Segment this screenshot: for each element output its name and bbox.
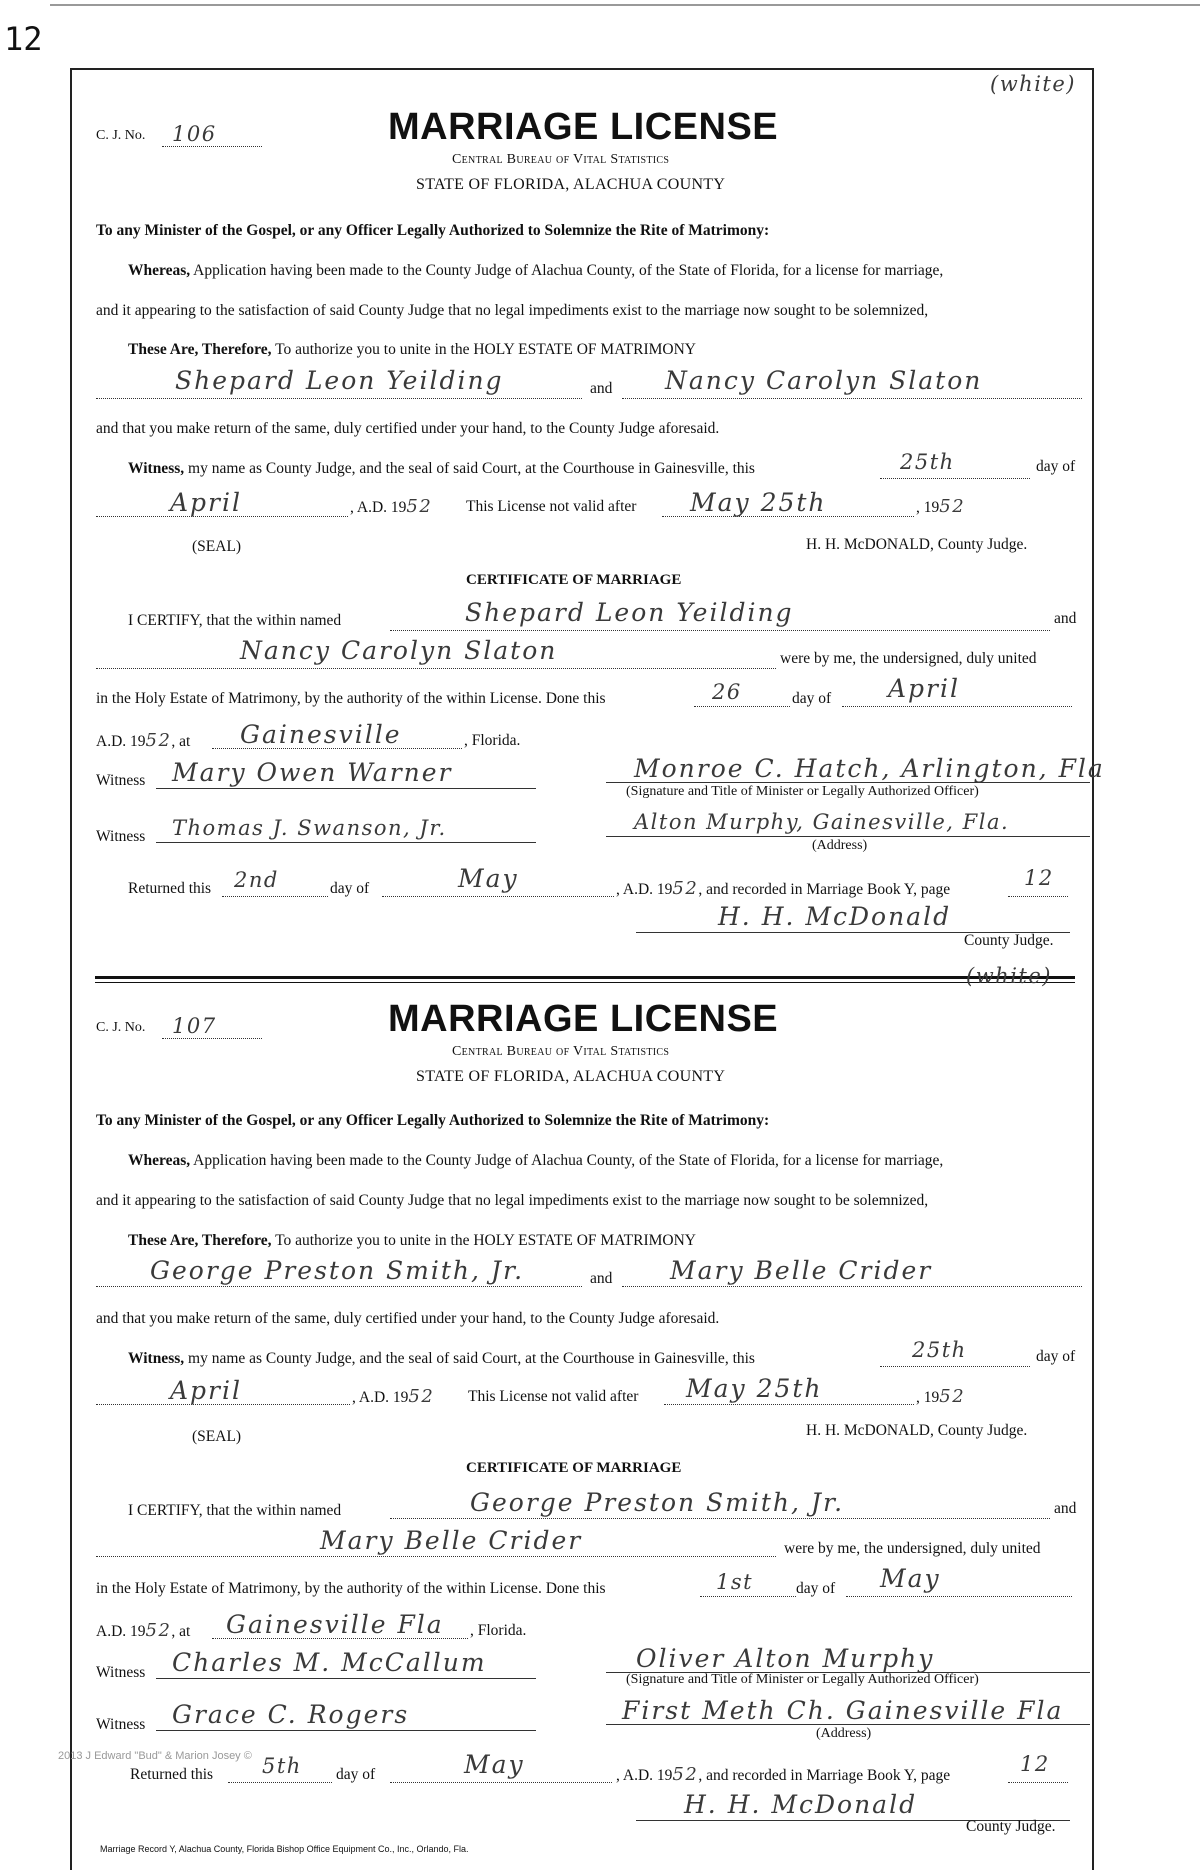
expiry-date: May 25th bbox=[686, 1374, 823, 1403]
cj-line bbox=[162, 146, 262, 147]
witness-text: my name as County Judge, and the seal of said Court, at the Courthouse in Gainesville, this bbox=[188, 1350, 755, 1367]
done-month: May bbox=[880, 1564, 941, 1593]
holy-text: in the Holy Estate of Matrimony, by the authority of the within License. Done this bbox=[96, 690, 606, 707]
issue-day: 25th bbox=[912, 1338, 967, 1362]
returned-ad-prefix: , A.D. 19 bbox=[616, 881, 673, 898]
issue-ad bbox=[350, 498, 432, 517]
these-line bbox=[128, 341, 696, 359]
done-day-of: day of bbox=[792, 690, 832, 707]
seal-label: (SEAL) bbox=[192, 538, 242, 555]
witness1-label: Witness bbox=[96, 772, 146, 789]
expiry-year-prefix: , 19 bbox=[916, 1389, 940, 1406]
judge-signature: H. H. McDonald bbox=[718, 902, 952, 931]
judge-line: H. H. McDONALD, County Judge. bbox=[806, 536, 1028, 553]
cert-groom-line bbox=[390, 1518, 1050, 1519]
cert-bride: Nancy Carolyn Slaton bbox=[240, 636, 558, 665]
return-line: and that you make return of the same, duly certified under your hand, to the County Judge aforesaid. bbox=[96, 1310, 720, 1327]
united-text: were by me, the undersigned, duly united bbox=[784, 1540, 1041, 1557]
license-title: MARRIAGE LICENSE bbox=[388, 106, 779, 148]
address-line: To any Minister of the Gospel, or any Officer Legally Authorized to Solemnize the Rite of Matrimony: bbox=[96, 222, 770, 239]
groom-line bbox=[96, 1286, 582, 1287]
issue-month: April bbox=[170, 488, 242, 517]
expiry-line bbox=[664, 1404, 914, 1405]
appearing-line: and it appearing to the satisfaction of said County Judge that no legal impediments exist to the marriage now sought to be solemnized, bbox=[96, 1192, 929, 1209]
returned-month-line bbox=[382, 896, 614, 897]
officiant-address: First Meth Ch. Gainesville Fla bbox=[622, 1696, 1064, 1725]
returned-ad: , A.D. 1952, and recorded in Marriage Book Y, page bbox=[616, 1764, 951, 1785]
record-frame bbox=[70, 68, 1094, 1870]
these-text: To authorize you to unite in the HOLY ESTATE OF MATRIMONY bbox=[275, 1232, 697, 1249]
address-caption: (Address) bbox=[816, 1726, 872, 1741]
whereas-line bbox=[128, 262, 943, 280]
returned-day-of: day of bbox=[330, 880, 370, 897]
officiant-address-line bbox=[606, 836, 1090, 837]
bureau-line: Central Bureau of Vital Statistics bbox=[452, 152, 670, 167]
witness-text: my name as County Judge, and the seal of said Court, at the Courthouse in Gainesville, this bbox=[188, 460, 755, 477]
witness1-name: Charles M. McCallum bbox=[172, 1648, 487, 1677]
county-judge: County Judge. bbox=[966, 1818, 1056, 1835]
address-caption: (Address) bbox=[812, 838, 868, 853]
expiry-year: 52 bbox=[939, 496, 966, 517]
bride-line bbox=[622, 1286, 1082, 1287]
address-line: To any Minister of the Gospel, or any Officer Legally Authorized to Solemnize the Rite of Matrimony: bbox=[96, 1112, 770, 1129]
issue-day-line bbox=[880, 1366, 1030, 1367]
and-word: and bbox=[590, 1270, 613, 1287]
done-ad-prefix: A.D. 19 bbox=[96, 733, 146, 750]
page-ref-line bbox=[1008, 1782, 1068, 1783]
county-judge: County Judge. bbox=[964, 932, 1054, 949]
bride-name: Mary Belle Crider bbox=[670, 1256, 933, 1285]
done-day-of: day of bbox=[796, 1580, 836, 1597]
bureau-line: Central Bureau of Vital Statistics bbox=[452, 1044, 670, 1059]
returned-month-line bbox=[390, 1782, 612, 1783]
certify-text: I CERTIFY, that the within named bbox=[128, 1502, 342, 1519]
not-valid-text: This License not valid after bbox=[466, 498, 637, 515]
whereas-line bbox=[128, 1152, 943, 1170]
witness2-name: Thomas J. Swanson, Jr. bbox=[172, 816, 447, 840]
done-year: 52 bbox=[145, 730, 172, 751]
expiry-date: May 25th bbox=[690, 488, 827, 517]
returned-year: 52 bbox=[672, 1764, 699, 1785]
place: Gainesville Fla bbox=[226, 1610, 444, 1639]
issue-ad bbox=[352, 1388, 434, 1407]
license-title: MARRIAGE LICENSE bbox=[388, 998, 779, 1040]
officiant-caption: (Signature and Title of Minister or Legally Authorized Officer) bbox=[626, 784, 979, 799]
not-valid-text: This License not valid after bbox=[468, 1388, 639, 1405]
done-ad-prefix: A.D. 19 bbox=[96, 1623, 146, 1640]
bride-name: Nancy Carolyn Slaton bbox=[665, 366, 983, 395]
done-month-line bbox=[842, 706, 1072, 707]
at-word: at bbox=[179, 1623, 191, 1640]
issue-day: 25th bbox=[900, 450, 955, 474]
witness-line bbox=[128, 1350, 755, 1368]
top-edge-rule bbox=[50, 4, 1200, 6]
page-ref: 12 bbox=[1020, 1752, 1050, 1776]
separator-thick bbox=[95, 976, 1075, 979]
returned-ad: , A.D. 1952, and recorded in Marriage Book Y, page bbox=[616, 878, 951, 899]
judge-signature: H. H. McDonald bbox=[684, 1790, 918, 1819]
officiant-signature: Monroe C. Hatch, Arlington, Fla bbox=[634, 754, 1105, 783]
done-day-line bbox=[694, 706, 790, 707]
returned-ad-prefix: , A.D. 19 bbox=[616, 1767, 673, 1784]
whereas-text: Application having been made to the County Judge of Alachua County, of the State of Florida, for a license for marriage, bbox=[193, 262, 944, 279]
cert-bride-line bbox=[96, 1556, 776, 1557]
state-line: STATE OF FLORIDA, ALACHUA COUNTY bbox=[416, 1068, 726, 1085]
these-text: To authorize you to unite in the HOLY ESTATE OF MATRIMONY bbox=[275, 341, 697, 358]
witness2-line bbox=[156, 1730, 536, 1731]
cj-line bbox=[162, 1038, 262, 1039]
witness1-line bbox=[156, 788, 536, 789]
judge-line: H. H. McDONALD, County Judge. bbox=[806, 1422, 1028, 1439]
witness-bold: Witness, bbox=[128, 1350, 185, 1367]
issue-ad-prefix: , A.D. 19 bbox=[350, 499, 407, 516]
done-ad: A.D. 1952, at bbox=[96, 730, 191, 751]
issue-day-line bbox=[880, 478, 1030, 479]
cert-and: and bbox=[1054, 610, 1077, 627]
whereas-bold: Whereas, bbox=[128, 1152, 191, 1169]
done-day: 26 bbox=[712, 680, 742, 704]
page-ref: 12 bbox=[1024, 866, 1054, 890]
returned-text: Returned this bbox=[128, 880, 212, 897]
expiry-year-wrap bbox=[916, 1388, 965, 1407]
witness1-label: Witness bbox=[96, 1664, 146, 1681]
florida: , Florida. bbox=[470, 1622, 527, 1639]
issue-year: 52 bbox=[406, 496, 433, 517]
recorded-text: and recorded in Marriage Book Y, page bbox=[706, 881, 951, 898]
seal-label: (SEAL) bbox=[192, 1428, 242, 1445]
certify-text: I CERTIFY, that the within named bbox=[128, 612, 342, 629]
return-line: and that you make return of the same, duly certified under your hand, to the County Judge aforesaid. bbox=[96, 420, 720, 437]
done-year: 52 bbox=[145, 1620, 172, 1641]
returned-day-line bbox=[222, 896, 328, 897]
bride-line bbox=[622, 398, 1082, 399]
whereas-bold: Whereas, bbox=[128, 262, 191, 279]
done-month-line bbox=[846, 1596, 1072, 1597]
done-ad: A.D. 1952, at bbox=[96, 1620, 191, 1641]
cert-and: and bbox=[1054, 1500, 1077, 1517]
expiry-year-wrap bbox=[916, 498, 965, 517]
race-note: (white) bbox=[966, 964, 1052, 988]
witness2-name: Grace C. Rogers bbox=[172, 1700, 410, 1729]
cj-label: C. J. No. bbox=[96, 128, 146, 143]
these-line bbox=[128, 1232, 696, 1250]
these-bold: These Are, Therefore, bbox=[128, 1232, 272, 1249]
witness1-line bbox=[156, 1678, 536, 1679]
returned-day: 5th bbox=[262, 1754, 302, 1778]
page-ref-line bbox=[1008, 896, 1068, 897]
returned-day-of: day of bbox=[336, 1766, 376, 1783]
returned-month: May bbox=[458, 864, 519, 893]
expiry-year-prefix: , 19 bbox=[916, 499, 940, 516]
certificate-title: CERTIFICATE OF MARRIAGE bbox=[466, 1460, 682, 1476]
witness2-label: Witness bbox=[96, 828, 146, 845]
appearing-line: and it appearing to the satisfaction of said County Judge that no legal impediments exist to the marriage now sought to be solemnized, bbox=[96, 302, 929, 319]
at-word: at bbox=[179, 733, 191, 750]
holy-text: in the Holy Estate of Matrimony, by the authority of the within License. Done this bbox=[96, 1580, 606, 1597]
issue-ad-prefix: , A.D. 19 bbox=[352, 1389, 409, 1406]
page-number: 12 bbox=[4, 20, 43, 58]
cj-label: C. J. No. bbox=[96, 1020, 146, 1035]
united-text: were by me, the undersigned, duly united bbox=[780, 650, 1037, 667]
groom-line bbox=[96, 398, 582, 399]
footer-imprint: Marriage Record Y, Alachua County, Florida Bishop Office Equipment Co., Inc., Orlando, Fla. bbox=[100, 1844, 469, 1854]
officiant-signature: Oliver Alton Murphy bbox=[636, 1644, 935, 1673]
witness1-name: Mary Owen Warner bbox=[172, 758, 453, 787]
returned-year: 52 bbox=[672, 878, 699, 899]
expiry-year: 52 bbox=[939, 1386, 966, 1407]
place: Gainesville bbox=[240, 720, 402, 749]
whereas-text: Application having been made to the County Judge of Alachua County, of the State of Florida, for a license for marriage, bbox=[193, 1152, 944, 1169]
and-word: and bbox=[590, 380, 613, 397]
cert-groom: Shepard Leon Yeilding bbox=[465, 598, 794, 627]
issue-day-of: day of bbox=[1036, 458, 1076, 475]
these-bold: These Are, Therefore, bbox=[128, 341, 272, 358]
recorded-text: and recorded in Marriage Book Y, page bbox=[706, 1767, 951, 1784]
florida: , Florida. bbox=[464, 732, 521, 749]
cert-groom-line bbox=[390, 630, 1050, 631]
cj-number: 106 bbox=[172, 122, 217, 146]
groom-name: Shepard Leon Yeilding bbox=[175, 366, 504, 395]
witness2-line bbox=[156, 842, 536, 843]
witness2-label: Witness bbox=[96, 1716, 146, 1733]
returned-day-line bbox=[228, 1782, 332, 1783]
copyright-watermark: 2013 J Edward "Bud" & Marion Josey © bbox=[58, 1750, 252, 1762]
cert-groom: George Preston Smith, Jr. bbox=[470, 1488, 845, 1517]
cert-bride: Mary Belle Crider bbox=[320, 1526, 583, 1555]
done-day: 1st bbox=[716, 1570, 754, 1594]
issue-day-of: day of bbox=[1036, 1348, 1076, 1365]
done-day-line bbox=[700, 1596, 796, 1597]
issue-month: April bbox=[170, 1376, 242, 1405]
returned-text: Returned this bbox=[130, 1766, 214, 1783]
certificate-title: CERTIFICATE OF MARRIAGE bbox=[466, 572, 682, 588]
state-line: STATE OF FLORIDA, ALACHUA COUNTY bbox=[416, 176, 726, 193]
cj-number: 107 bbox=[172, 1014, 217, 1038]
cert-bride-line bbox=[96, 668, 776, 669]
issue-year: 52 bbox=[408, 1386, 435, 1407]
race-note: (white) bbox=[990, 72, 1076, 96]
returned-month: May bbox=[464, 1750, 525, 1779]
done-month: April bbox=[888, 674, 960, 703]
witness-bold: Witness, bbox=[128, 460, 185, 477]
officiant-address: Alton Murphy, Gainesville, Fla. bbox=[634, 810, 1010, 834]
groom-name: George Preston Smith, Jr. bbox=[150, 1256, 525, 1285]
separator-thin bbox=[95, 982, 1075, 983]
returned-day: 2nd bbox=[234, 868, 279, 892]
officiant-caption: (Signature and Title of Minister or Legally Authorized Officer) bbox=[626, 1672, 979, 1687]
witness-line bbox=[128, 460, 755, 478]
